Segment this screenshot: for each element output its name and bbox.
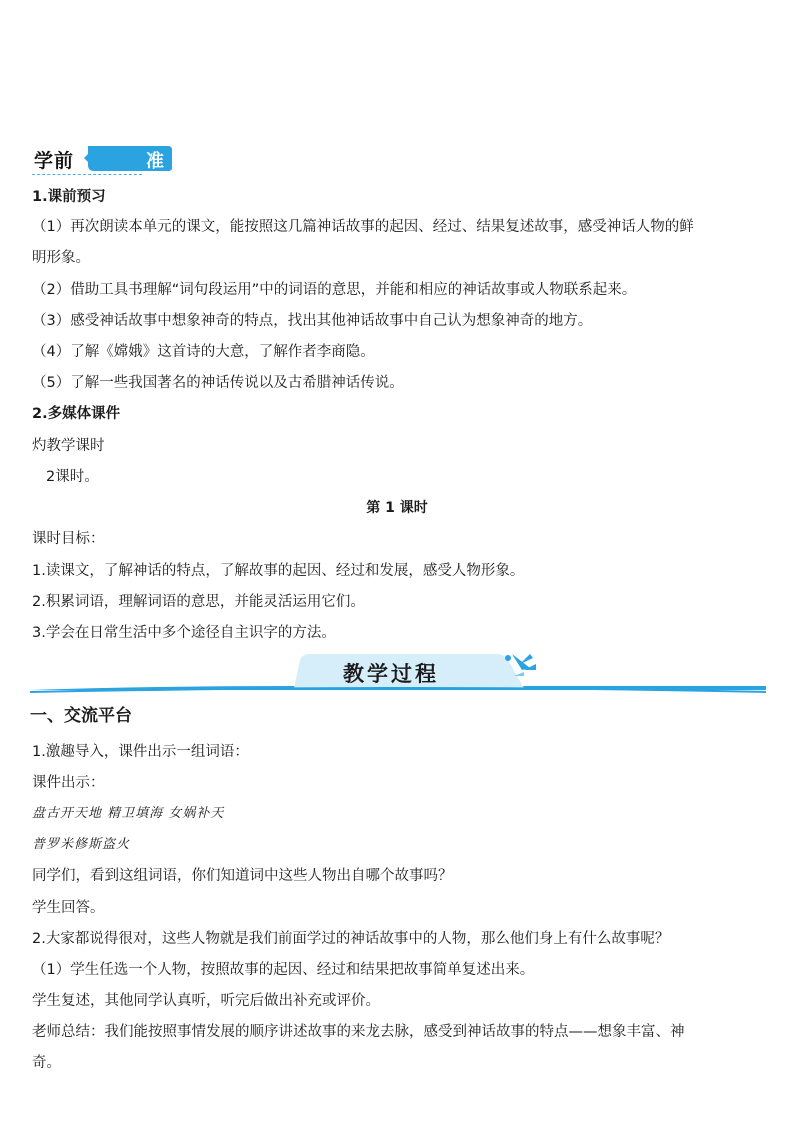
media-heading: 2.多媒体课件: [32, 406, 121, 422]
prep-title-a: 学前: [34, 150, 75, 172]
preview-item-4: （4）了解《嫦娥》这首诗的大意，了解作者李商隐。: [32, 344, 375, 360]
process-banner: [30, 650, 766, 698]
process-words-2: 普罗米修斯盗火: [32, 837, 131, 852]
process-line-8: 老师总结：我们能按照事情发展的顺序讲述故事的来龙去脉，感受到神话故事的特点——想象丰富、神: [32, 1024, 685, 1040]
goal-3: 3.学会在日常生活中多个途径自主识字的方法。: [32, 625, 336, 641]
preview-item-5: （5）了解一些我国著名的神话传说以及古希腊神话传说。: [32, 375, 404, 391]
process-line-8-cont: 奇。: [32, 1055, 61, 1071]
process-line-3: 同学们，看到这组词语，你们知道词中这些人物出自哪个故事吗？: [32, 868, 453, 884]
process-line-1: 1.激趣导入，课件出示一组词语：: [32, 744, 249, 760]
preview-item-3: （3）感受神话故事中想象神奇的特点，找出其他神话故事中自己认为想象神奇的地方。: [32, 313, 593, 329]
process-line-5: 2.大家都说得很对，这些人物就是我们前面学过的神话故事中的人物，那么他们身上有什么故事呢？: [32, 931, 670, 947]
prep-badge: [84, 144, 170, 198]
process-line-4: 学生回答。: [32, 900, 105, 916]
preview-item-1-cont: 明形象。: [32, 250, 90, 266]
prep-underline: [32, 174, 142, 175]
hours-value: 2课时。: [46, 469, 99, 485]
preview-item-1: （1）再次朗读本单元的课文，能按照这几篇神话故事的起因、经过、结果复述故事，感受神话人物的鲜: [32, 219, 694, 235]
prep-title-b: 准备: [146, 151, 166, 198]
process-line-2: 课件出示：: [32, 775, 105, 791]
part1-heading: 一、交流平台: [30, 706, 132, 726]
process-line-6: （1）学生任选一个人物，按照故事的起因、经过和结果把故事简单复述出来。: [32, 962, 535, 978]
preview-item-2: （2）借助工具书理解“词句段运用”中的词语的意思，并能和相应的神话故事或人物联系起来。: [32, 282, 637, 298]
lesson-title: 第 1 课时: [366, 500, 428, 516]
goals-label: 课时目标：: [32, 531, 105, 547]
goal-2: 2.积累词语，理解词语的意思，并能灵活运用它们。: [32, 594, 365, 610]
process-banner-title: 教学过程: [343, 662, 439, 686]
process-words-1: 盘古开天地 精卫填海 女娲补天: [32, 806, 225, 821]
hours-label: 灼教学课时: [32, 438, 105, 454]
preview-heading: 1.课前预习: [32, 189, 106, 205]
goal-1: 1.读课文，了解神话的特点，了解故事的起因、经过和发展，感受人物形象。: [32, 563, 525, 579]
process-line-7: 学生复述，其他同学认真听，听完后做出补充或评价。: [32, 993, 380, 1009]
